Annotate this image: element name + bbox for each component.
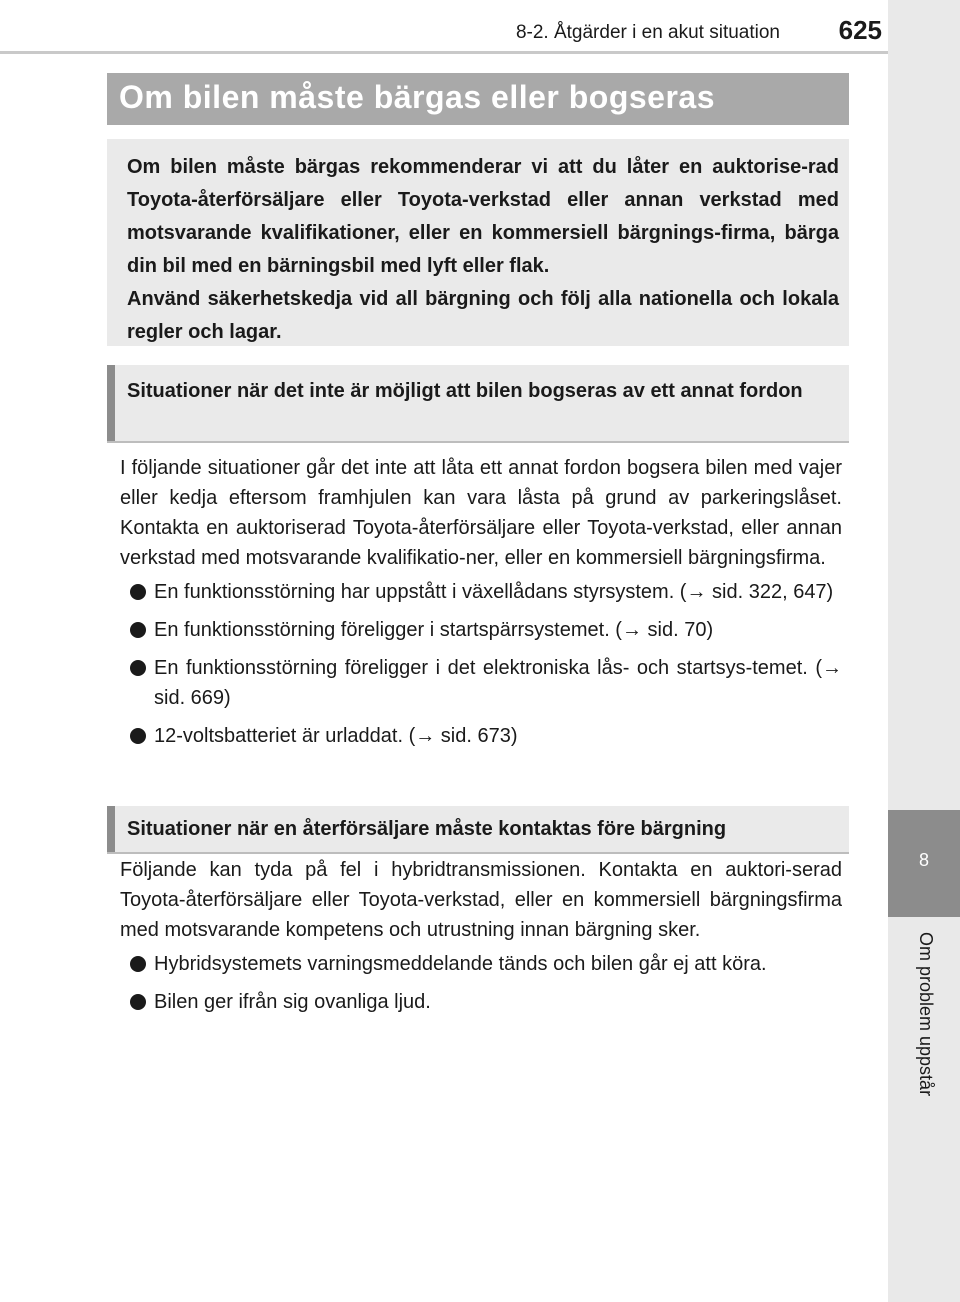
section-heading-2	[107, 806, 849, 854]
section-1-paragraph: I följande situationer går det inte att låta ett annat fordon bogsera bilen med vajer eller kedja eftersom framhjulen kan vara låsta på grund av parkeringslåset. Kontakta en auktoriserad Toyota-återförsäljare eller Toyota-verkstad, eller annan verkstad med motsvarande kvalifikatio-ner, eller en kommersiell bärgningsfirma.	[120, 457, 842, 569]
list-item-text: En funktionsstörning har uppstått i växellådans styrsystem. (→ sid. 322, 647)	[154, 581, 834, 603]
list-item	[120, 949, 842, 979]
heading-accent-bar	[107, 806, 115, 852]
section-2-bullet-list	[120, 949, 842, 1017]
list-item-text: Hybridsystemets varningsmeddelande tänds och bilen går ej att köra.	[154, 953, 767, 975]
list-item	[120, 577, 842, 607]
section-heading-text: Situationer när en återförsäljare måste kontaktas före bärgning	[127, 818, 727, 840]
chapter-title-vertical	[894, 932, 954, 1132]
bullet-icon	[130, 622, 146, 638]
chapter-number: 8	[918, 850, 929, 870]
bullet-icon	[130, 994, 146, 1010]
bullet-icon	[130, 728, 146, 744]
heading-accent-bar	[107, 365, 115, 441]
bullet-icon	[130, 660, 146, 676]
list-item-text: Bilen ger ifrån sig ovanliga ljud.	[154, 991, 431, 1013]
chapter-title: Om problem uppstår	[916, 932, 936, 1097]
section-1-body	[120, 453, 842, 759]
side-strip	[888, 0, 960, 1302]
chapter-tab	[888, 810, 960, 917]
intro-text	[127, 151, 839, 349]
section-2-paragraph: Följande kan tyda på fel i hybridtransmissionen. Kontakta en auktori-serad Toyota-återförsäljare eller Toyota-verkstad, eller en kommersiell bärgningsfirma med motsvarande kompetens och utrustning innan bärgning sker.	[120, 859, 842, 941]
header-section-title: 8-2. Åtgärder i en akut situation	[515, 22, 780, 43]
list-item-text: En funktionsstörning föreligger i det elektroniska lås- och startsys-temet. (→ sid. 669)	[154, 657, 842, 709]
intro-paragraph-1: Om bilen måste bärgas rekommenderar vi att du låter en auktorise-rad Toyota-återförsäljare eller Toyota-verkstad eller annan verkstad med motsvarande kvalifikationer, eller en kommersiell bärgnings-firma, bärga din bil med en bärningsbil med lyft eller flak.	[127, 156, 839, 277]
list-item-text: En funktionsstörning föreligger i startspärrsystemet. (→ sid. 70)	[154, 619, 714, 641]
page-title-bar	[107, 73, 849, 125]
page-title: Om bilen måste bärgas eller bogseras	[119, 79, 716, 115]
intro-box	[107, 139, 849, 346]
bullet-icon	[130, 956, 146, 972]
list-item	[120, 653, 842, 713]
section-heading-1	[107, 365, 849, 443]
page-number: 625	[838, 15, 882, 45]
bullet-icon	[130, 584, 146, 600]
header-rule	[0, 51, 888, 54]
section-heading-text: Situationer när det inte är möjligt att bilen bogseras av ett annat fordon	[127, 380, 803, 402]
list-item	[120, 987, 842, 1017]
section-2-body	[120, 855, 842, 1025]
intro-paragraph-2: Använd säkerhetskedja vid all bärgning och följ alla nationella och lokala regler och lagar.	[127, 288, 839, 343]
list-item	[120, 721, 842, 751]
list-item	[120, 615, 842, 645]
section-1-bullet-list	[120, 577, 842, 751]
list-item-text: 12-voltsbatteriet är urladdat. (→ sid. 673)	[154, 725, 518, 747]
